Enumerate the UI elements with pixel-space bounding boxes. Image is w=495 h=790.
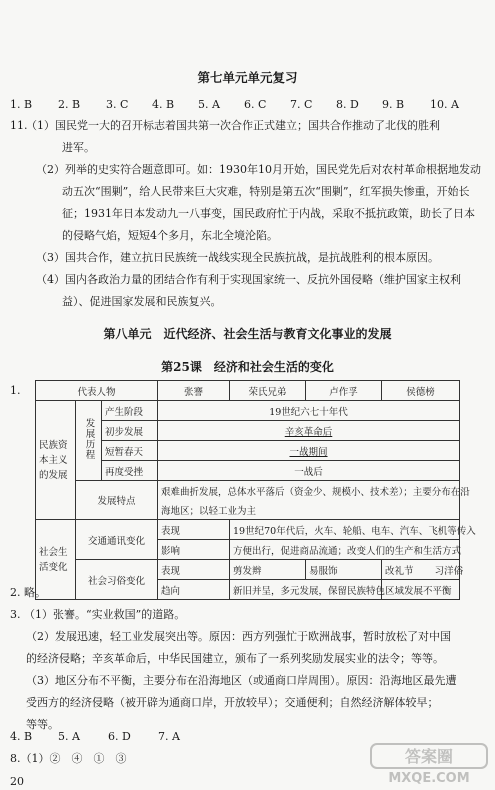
mc-answer: 5. A xyxy=(58,730,80,743)
table-header-cell: 侯德榜 xyxy=(382,381,460,401)
answer-line: （4）国内各政治力量的团结合作有利于实现国家统一、反抗外国侵略（维护国家主权利 xyxy=(36,273,461,286)
table-header-cell: 荣氏兄弟 xyxy=(230,381,306,401)
answer-line: 动五次“围剿”，给人民带来巨大灾难，特别是第五次“围剿”，红军损失惨重，开始长 xyxy=(62,185,470,198)
table-header-cell: 卢作孚 xyxy=(306,381,382,401)
stage-label: 初步发展 xyxy=(102,421,158,441)
svg-text:MXQE.COM: MXQE.COM xyxy=(388,771,470,786)
page-number: 20 xyxy=(10,775,24,788)
mc-answer: 4. B xyxy=(10,730,33,743)
sub-label: 影响 xyxy=(158,540,230,560)
answer-line: 的侵略气焰，短短4个多月，东北全境沦陷。 xyxy=(62,229,278,242)
table-header-cell: 张謇 xyxy=(158,381,230,401)
transport-label: 交通通讯变化 xyxy=(76,520,158,560)
stage-value: 一战后 xyxy=(158,461,460,481)
answer-line: 等等。 xyxy=(26,718,59,731)
mc-answer: 7. A xyxy=(158,730,180,743)
answer-line: 8.（1）② ④ ① ③ xyxy=(10,752,127,765)
group-label: 民族资本主义的发展 xyxy=(36,401,76,520)
answer-line: 的经济侵略；辛亥革命后，中华民国建立，颁布了一系列奖励发展实业的法令；等等。 xyxy=(26,652,444,665)
table-row xyxy=(36,401,460,421)
sub-label: 表现 xyxy=(158,560,230,580)
customs-cell xyxy=(382,560,464,580)
history-label: 发展历程 xyxy=(76,401,102,481)
question-number: 2. xyxy=(10,586,21,599)
customs-cell-text: 习洋俗 xyxy=(434,565,464,577)
unit7-title: 第七单元单元复习 xyxy=(197,70,298,85)
customs-cell-text: 改礼节 xyxy=(385,565,414,577)
answer-line: 征；1931年日本发动九一八事变，国民政府忙于内战，采取不抵抗政策，助长了日本 xyxy=(62,207,475,220)
mc-answer: 7. C xyxy=(290,98,313,111)
sub-label: 趋向 xyxy=(158,580,230,600)
transport-value: 19世纪70年代后，火车、轮船、电车、汽车、飞机等传入 xyxy=(230,520,460,540)
mc-answer: 2. B xyxy=(58,98,81,111)
watermark-logo xyxy=(369,741,489,786)
sub-label: 表现 xyxy=(158,520,230,540)
stage-value: 辛亥革命后 xyxy=(158,421,460,441)
customs-label: 社会习俗变化 xyxy=(76,560,158,600)
answer-line: （1）国民党一大的召开标志着国共第一次合作正式建立；国共合作推动了北伐的胜利 xyxy=(26,119,440,132)
customs-trend: 区域发展不平衡 xyxy=(382,580,460,600)
stage-value: 一战期间 xyxy=(158,441,460,461)
answer-text: （1）张謇。“实业救国”的道路。 xyxy=(24,608,186,621)
stage-label: 再度受挫 xyxy=(102,461,158,481)
stage-value: 19世纪六七十年代 xyxy=(158,401,460,421)
table-row xyxy=(36,520,460,540)
unit8-title: 第八单元 近代经济、社会生活与教育文化事业的发展 xyxy=(103,327,392,341)
svg-text:答案圈: 答案圈 xyxy=(404,747,454,766)
question-number: 1. xyxy=(10,384,21,397)
stage-label: 短暂春天 xyxy=(102,441,158,461)
customs-trend: 新旧并呈，多元发展，保留民族特色 xyxy=(230,580,382,600)
table-header-cell: 代表人物 xyxy=(36,381,158,401)
mc-answer: 8. D xyxy=(336,98,359,111)
features-text: 海地区；以轻工业为主 xyxy=(158,500,460,520)
answer-line: （2）列举的史实符合题意即可。如：1930年10月开始，国民党先后对农村革命根据地发动 xyxy=(36,163,481,176)
customs-cell: 易服饰 xyxy=(306,560,382,580)
answer-table xyxy=(35,380,476,600)
mc-answer: 6. C xyxy=(244,98,267,111)
logo-icon xyxy=(369,741,489,786)
answer-line: （3）国共合作，建立抗日民族统一战线实现全民族抗战，是抗战胜利的根本原因。 xyxy=(36,251,439,264)
answer-line xyxy=(10,608,185,622)
table-row xyxy=(36,381,460,401)
answer-line: （3）地区分布不平衡，主要分布在沿海地区（或通商口岸周围）。原因：沿海地区最先遭 xyxy=(26,674,457,687)
answer-line: （2）发展迅速，轻工业发展突出等。原因：西方列强忙于欧洲战事，暂时放松了对中国 xyxy=(26,630,451,643)
mc-answer: 3. C xyxy=(106,98,129,111)
answer-line: 受西方的经济侵略（被开辟为通商口岸，开放较早）；交通便利；自然经济解体较早； xyxy=(26,696,439,709)
stage-label: 产生阶段 xyxy=(102,401,158,421)
mc-answer: 10. A xyxy=(430,98,459,111)
question-number: 3. xyxy=(10,608,21,621)
mc-answer: 9. B xyxy=(382,98,405,111)
mc-answer: 1. B xyxy=(10,98,33,111)
mc-answer: 4. B xyxy=(152,98,175,111)
group-label: 社会生活变化 xyxy=(36,520,76,600)
answer-line: 进军。 xyxy=(62,141,95,154)
answer-line: 益）、促进国家发展和民族复兴。 xyxy=(62,295,222,308)
mc-answer: 6. D xyxy=(108,730,131,743)
features-text: 艰难曲折发展，总体水平落后（资金少、规模小、技术差）；主要分布在沿 xyxy=(158,481,460,501)
table-row xyxy=(36,560,460,580)
answer-line xyxy=(10,586,46,600)
transport-value: 方便出行，促进商品流通；改变人们的生产和生活方式 xyxy=(230,540,460,560)
customs-cell: 剪发辫 xyxy=(230,560,306,580)
mc-answer: 5. A xyxy=(198,98,220,111)
question-number: 11. xyxy=(10,119,28,132)
table-row xyxy=(36,481,460,501)
features-label: 发展特点 xyxy=(76,481,158,520)
lesson-title: 第25课 经济和社会生活的变化 xyxy=(161,360,334,374)
answer-text: 略。 xyxy=(24,586,46,599)
